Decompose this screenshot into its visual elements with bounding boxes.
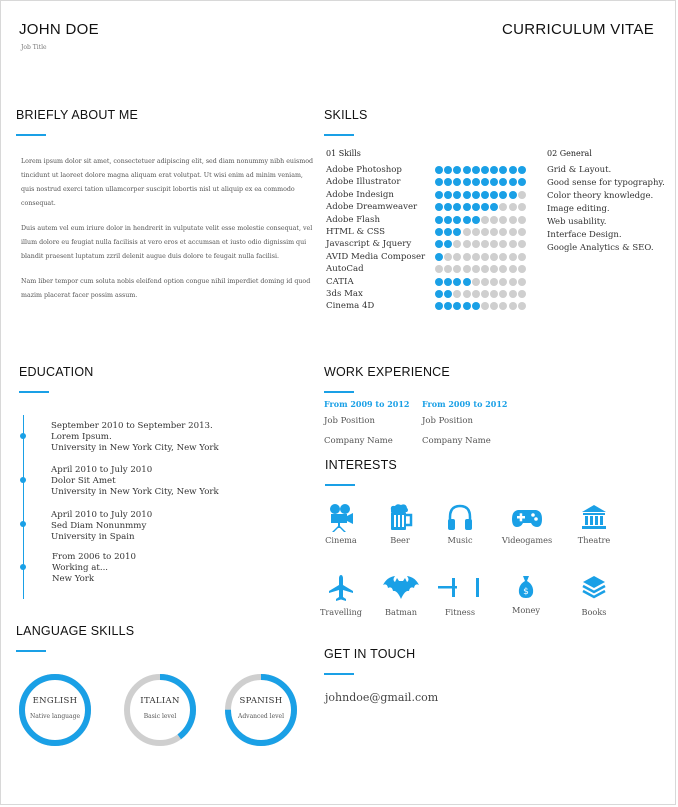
rating-dot-filled	[463, 216, 471, 224]
rating-dot-empty	[481, 290, 489, 298]
rating-dot-filled	[453, 302, 461, 310]
general-item: Interface Design.	[547, 230, 622, 240]
rating-dot-empty	[453, 265, 461, 273]
rating-dot-filled	[499, 178, 507, 186]
rating-dot-empty	[481, 253, 489, 261]
rating-dot-filled	[444, 290, 452, 298]
education-date: April 2010 to July 2010	[51, 510, 153, 520]
dumbbell-icon	[436, 573, 484, 603]
rating-dot-filled	[453, 166, 461, 174]
skill-row	[326, 164, 526, 176]
skill-row	[326, 176, 526, 188]
skill-name: Adobe Flash	[326, 214, 380, 225]
rating-dot-filled	[509, 166, 517, 174]
rating-dot-empty	[444, 253, 452, 261]
batman-icon	[382, 573, 420, 603]
skills-title: SKILLS	[324, 108, 368, 122]
general-item: Grid & Layout.	[547, 165, 612, 175]
rating-dot-empty	[453, 290, 461, 298]
interest-label: Music	[447, 535, 473, 545]
timeline-dot	[20, 477, 26, 483]
language-level: Native language	[29, 713, 81, 720]
rating-dot-empty	[435, 265, 443, 273]
general-item: Google Analytics & SEO.	[547, 243, 654, 253]
skill-row	[326, 251, 526, 263]
skill-row	[326, 276, 526, 288]
rating-dot-empty	[481, 265, 489, 273]
language-ring	[18, 673, 92, 747]
rating-dot-empty	[490, 228, 498, 236]
general-item: Good sense for typography.	[547, 178, 665, 188]
skill-row	[326, 288, 526, 300]
education-name: Dolor Sit Amet	[51, 475, 116, 486]
rating-dot-empty	[518, 278, 526, 286]
rating-dot-empty	[472, 253, 480, 261]
rating-dot-filled	[435, 166, 443, 174]
rating-dot-empty	[518, 216, 526, 224]
rating-dot-filled	[453, 216, 461, 224]
timeline-dot	[20, 564, 26, 570]
person-name: JOHN DOE	[19, 21, 99, 38]
interest-label: Beer	[390, 535, 410, 545]
rating-dot-filled	[435, 178, 443, 186]
rating-dot-empty	[490, 302, 498, 310]
education-name: Sed Diam Nonunmmy	[51, 520, 147, 531]
skill-name: HTML & CSS	[326, 227, 386, 237]
about-rule	[16, 134, 46, 136]
rating-dot-empty	[509, 228, 517, 236]
rating-dot-filled	[472, 178, 480, 186]
general-heading: 02 General	[547, 149, 592, 158]
cinema-icon	[327, 503, 355, 533]
rating-dot-filled	[435, 203, 443, 211]
language-name: ENGLISH	[32, 696, 78, 706]
rating-dot-empty	[481, 228, 489, 236]
rating-dot-filled	[435, 228, 443, 236]
education-entry	[51, 421, 219, 453]
rating-dot-empty	[499, 278, 507, 286]
rating-dot-empty	[509, 240, 517, 248]
work-company: Company Name	[324, 436, 393, 446]
skill-name: Adobe Dreamweaver	[326, 202, 418, 213]
interest-cinema	[311, 503, 371, 545]
language-name: ITALIAN	[140, 696, 180, 706]
airplane-icon	[327, 573, 355, 603]
skill-name: AVID Media Composer	[326, 251, 426, 262]
work-company: Company Name	[422, 436, 491, 446]
rating-dot-filled	[499, 191, 507, 199]
rating-dot-filled	[490, 203, 498, 211]
rating-dot-filled	[463, 203, 471, 211]
rating-dot-empty	[472, 265, 480, 273]
education-entry	[51, 510, 152, 542]
rating-dot-filled	[444, 216, 452, 224]
books-icon	[580, 573, 608, 603]
rating-dot-empty	[499, 290, 507, 298]
skill-row	[326, 189, 526, 201]
about-title: BRIEFLY ABOUT ME	[16, 108, 138, 122]
rating-dot-empty	[490, 253, 498, 261]
interest-label: Fitness	[444, 607, 476, 617]
skill-name: Adobe Photoshop	[326, 165, 402, 175]
language-ring	[123, 673, 197, 747]
rating-dot-empty	[472, 228, 480, 236]
education-place: University in New York City, New York	[51, 442, 219, 453]
interest-beer	[370, 503, 430, 545]
rating-dot-filled	[444, 240, 452, 248]
skill-row	[326, 226, 526, 238]
general-item: Image editing.	[547, 204, 610, 214]
interest-travelling	[311, 573, 371, 617]
contact-rule	[324, 673, 354, 675]
interest-videogames	[497, 503, 557, 545]
education-timeline	[23, 415, 24, 599]
ring-progress	[22, 677, 88, 743]
headphones-icon	[446, 503, 474, 533]
education-rule	[19, 391, 49, 393]
rating-dot-filled	[490, 178, 498, 186]
gamepad-icon	[511, 503, 543, 533]
rating-dot-empty	[490, 278, 498, 286]
rating-dot-filled	[481, 191, 489, 199]
rating-dot-empty	[463, 290, 471, 298]
rating-dot-empty	[509, 290, 517, 298]
rating-dot-filled	[518, 166, 526, 174]
rating-dot-filled	[463, 191, 471, 199]
language-level: Basic level	[143, 713, 177, 720]
rating-dot-filled	[453, 178, 461, 186]
rating-dot-empty	[444, 265, 452, 273]
skill-name: Javascript & Jquery	[326, 239, 412, 250]
skill-name: Cinema 4D	[326, 301, 375, 312]
rating-dot-filled	[490, 191, 498, 199]
rating-dot-filled	[444, 191, 452, 199]
skill-name: AutoCad	[326, 264, 364, 275]
skill-name: CATIA	[326, 276, 354, 287]
rating-dot-filled	[509, 191, 517, 199]
rating-dot-empty	[472, 240, 480, 248]
education-place: New York	[52, 573, 95, 584]
rating-dot-filled	[435, 240, 443, 248]
timeline-dot	[20, 521, 26, 527]
rating-dot-empty	[481, 278, 489, 286]
rating-dot-filled	[444, 228, 452, 236]
language-ring	[224, 673, 298, 747]
work-title: WORK EXPERIENCE	[324, 365, 450, 379]
rating-dot-filled	[435, 302, 443, 310]
rating-dot-empty	[490, 290, 498, 298]
contact-title: GET IN TOUCH	[324, 647, 416, 661]
education-name: Lorem Ipsum.	[51, 431, 112, 442]
rating-dot-filled	[463, 278, 471, 286]
about-paragraph: Duis autem vel eum iriure dolor in hendrerit in vulputate velit esse molestie consequat, vel illum dolore eu feugiat nulla facilisis at vero eros et accumsan et iusto odio dignissim qui blandit praesent luptatum zzril delenit augue duis dolore te feugait nulla facilisi.	[21, 225, 313, 260]
interest-label: Money	[511, 605, 541, 615]
skill-name: Adobe Indesign	[326, 189, 394, 200]
rating-dot-filled	[463, 302, 471, 310]
rating-dot-empty	[481, 240, 489, 248]
education-entry	[52, 552, 136, 584]
interest-money	[496, 573, 556, 615]
rating-dot-filled	[472, 302, 480, 310]
document-title: CURRICULUM VITAE	[501, 21, 654, 38]
rating-dot-filled	[435, 216, 443, 224]
education-title: EDUCATION	[19, 365, 94, 379]
theatre-icon	[580, 503, 608, 533]
education-date: April 2010 to July 2010	[51, 465, 153, 475]
rating-dot-empty	[518, 228, 526, 236]
rating-dot-filled	[490, 166, 498, 174]
skills-list	[326, 164, 536, 314]
language-level: Advanced level	[238, 713, 284, 720]
money-bag-icon	[512, 573, 540, 601]
rating-dot-filled	[444, 302, 452, 310]
interest-label: Books	[581, 607, 607, 617]
rating-dot-filled	[472, 166, 480, 174]
rating-dot-empty	[463, 240, 471, 248]
education-place: University in New York City, New York	[51, 486, 219, 497]
rating-dot-filled	[472, 216, 480, 224]
rating-dot-empty	[499, 265, 507, 273]
skill-row	[326, 300, 526, 312]
rating-dot-filled	[435, 278, 443, 286]
rating-dot-empty	[472, 290, 480, 298]
timeline-dot	[20, 433, 26, 439]
rating-dot-empty	[490, 240, 498, 248]
work-position: Job Position	[324, 416, 375, 426]
skill-row	[326, 238, 526, 250]
language-english	[18, 673, 92, 747]
rating-dot-empty	[490, 265, 498, 273]
rating-dot-filled	[472, 203, 480, 211]
rating-dot-empty	[463, 265, 471, 273]
rating-dot-empty	[499, 228, 507, 236]
rating-dot-empty	[481, 302, 489, 310]
general-item: Web usability.	[547, 217, 607, 227]
education-date: September 2010 to September 2013.	[51, 421, 213, 431]
skill-row	[326, 263, 526, 275]
language-spanish	[224, 673, 298, 747]
rating-dot-empty	[453, 253, 461, 261]
interests-title: INTERESTS	[325, 458, 397, 472]
skill-name: Adobe Illustrator	[326, 177, 401, 188]
rating-dot-empty	[518, 203, 526, 211]
rating-dot-empty	[518, 265, 526, 273]
education-place: University in Spain	[51, 531, 135, 542]
rating-dot-empty	[499, 253, 507, 261]
rating-dot-filled	[444, 278, 452, 286]
rating-dot-empty	[518, 240, 526, 248]
rating-dot-filled	[453, 191, 461, 199]
general-list	[547, 164, 665, 255]
rating-dot-filled	[481, 203, 489, 211]
rating-dot-empty	[509, 253, 517, 261]
skills-list-heading: 01 Skills	[326, 149, 361, 158]
education-date: From 2006 to 2010	[52, 552, 136, 562]
interests-rule	[325, 484, 355, 486]
general-item: Color theory knowledge.	[547, 191, 654, 201]
languages-title: LANGUAGE SKILLS	[16, 624, 135, 638]
job-title: Job Title	[21, 44, 47, 51]
rating-dot-filled	[481, 178, 489, 186]
interest-books	[564, 573, 624, 617]
rating-dot-filled	[435, 290, 443, 298]
language-italian	[123, 673, 197, 747]
rating-dot-filled	[481, 166, 489, 174]
interest-label: Videogames	[501, 535, 553, 545]
rating-dot-filled	[472, 191, 480, 199]
rating-dot-filled	[453, 228, 461, 236]
rating-dot-empty	[518, 302, 526, 310]
rating-dot-filled	[499, 166, 507, 174]
work-date: From 2009 to 2012	[422, 399, 508, 409]
skill-name: 3ds Max	[326, 289, 363, 299]
rating-dot-empty	[499, 203, 507, 211]
rating-dot-empty	[509, 278, 517, 286]
rating-dot-empty	[499, 216, 507, 224]
rating-dot-empty	[453, 240, 461, 248]
svg-text:$: $	[523, 587, 529, 597]
rating-dot-filled	[444, 178, 452, 186]
rating-dot-empty	[509, 203, 517, 211]
work-position: Job Position	[422, 416, 473, 426]
interest-label: Batman	[384, 607, 418, 617]
rating-dot-empty	[518, 191, 526, 199]
about-paragraph: Lorem ipsum dolor sit amet, consectetuer adipiscing elit, sed diam nonummy nibh euismod tincidunt ut laoreet dolore magna aliquam erat volutpat. Ut wisi enim ad minim veniam, quis nostrud exerci tation ullamcorper suscipit lobortis nisl ut aliquip ex ea commodo consequat.	[21, 158, 314, 207]
interest-label: Theatre	[577, 535, 611, 545]
rating-dot-empty	[509, 265, 517, 273]
education-entry	[51, 465, 219, 497]
rating-dot-empty	[463, 228, 471, 236]
rating-dot-filled	[453, 278, 461, 286]
about-paragraph: Nam liber tempor cum soluta nobis eleifend option congue nihil imperdiet doming id quod mazim placerat facer possim assum.	[21, 278, 311, 299]
rating-dot-empty	[490, 216, 498, 224]
rating-dot-filled	[435, 191, 443, 199]
rating-dot-filled	[509, 178, 517, 186]
interest-label: Cinema	[325, 535, 357, 545]
rating-dot-filled	[444, 203, 452, 211]
rating-dot-filled	[463, 178, 471, 186]
contact-email[interactable]: johndoe@gmail.com	[325, 691, 439, 704]
beer-icon	[386, 503, 414, 533]
about-text	[21, 155, 317, 314]
skill-row	[326, 201, 526, 213]
languages-rule	[16, 650, 46, 652]
rating-dot-empty	[518, 290, 526, 298]
rating-dot-empty	[509, 302, 517, 310]
education-name: Working at...	[52, 562, 109, 573]
rating-dot-empty	[463, 253, 471, 261]
rating-dot-filled	[463, 166, 471, 174]
interest-fitness	[430, 573, 490, 617]
rating-dot-empty	[518, 253, 526, 261]
skills-rule	[324, 134, 354, 136]
interest-label: Travelling	[319, 607, 363, 617]
rating-dot-empty	[499, 302, 507, 310]
interest-music	[430, 503, 490, 545]
rating-dot-empty	[481, 216, 489, 224]
interest-theatre	[564, 503, 624, 545]
rating-dot-filled	[518, 178, 526, 186]
rating-dot-filled	[444, 166, 452, 174]
work-rule	[324, 391, 354, 393]
rating-dot-filled	[453, 203, 461, 211]
rating-dot-empty	[509, 216, 517, 224]
language-name: SPANISH	[239, 696, 283, 706]
rating-dot-empty	[499, 240, 507, 248]
skill-row	[326, 214, 526, 226]
interest-batman	[371, 573, 431, 617]
work-date: From 2009 to 2012	[324, 399, 410, 409]
rating-dot-empty	[472, 278, 480, 286]
rating-dot-filled	[435, 253, 443, 261]
